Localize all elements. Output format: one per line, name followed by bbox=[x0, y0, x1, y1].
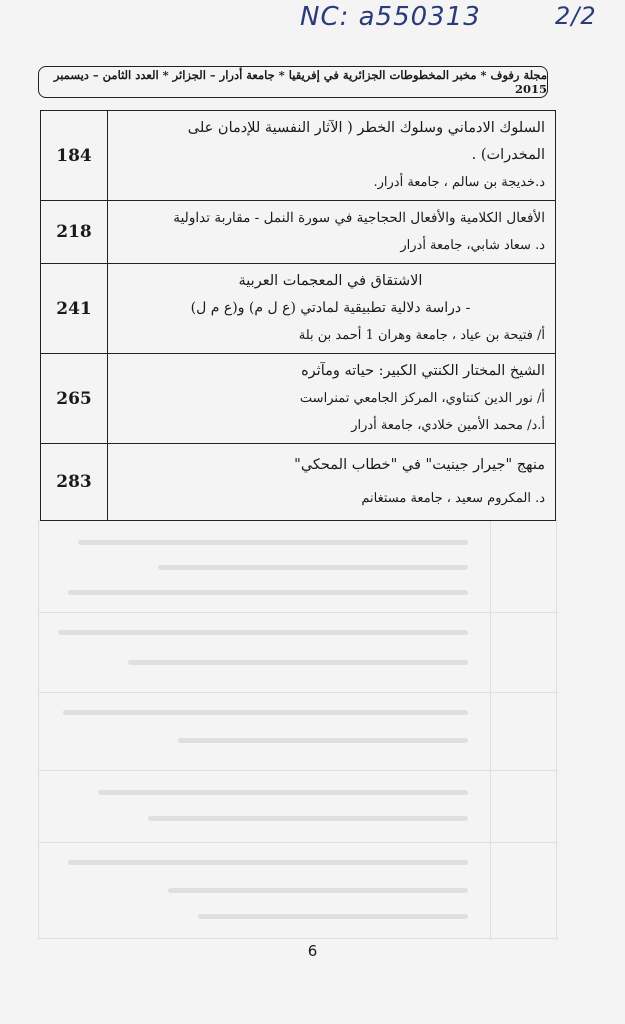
toc-author: أ/ فتيحة بن عياد ، جامعة وهران 1 أحمد بن بلة bbox=[298, 328, 545, 343]
toc-row bbox=[41, 264, 556, 354]
table-of-contents bbox=[40, 110, 556, 521]
toc-row bbox=[41, 201, 556, 264]
page-number: 6 bbox=[307, 942, 318, 960]
toc-author: د. المكروم سعيد ، جامعة مستغانم bbox=[361, 491, 545, 506]
bleed-through-texture bbox=[38, 520, 558, 940]
toc-title: الشيخ المختار الكنتي الكبير: حياته ومآثره bbox=[301, 363, 545, 379]
toc-row bbox=[41, 354, 556, 444]
toc-subtitle: - دراسة دلالية تطبيقية لمادتي (ع ل م) و(ع م ل) bbox=[190, 300, 471, 316]
toc-page-number: 283 bbox=[41, 444, 108, 521]
toc-title: منهج "جيرار جينيت" في "خطاب المحكي" bbox=[294, 457, 545, 473]
toc-page-number: 218 bbox=[41, 201, 108, 264]
toc-entry-text bbox=[108, 354, 556, 444]
toc-title: السلوك الادماني وسلوك الخطر ( الآثار النفسية للإدمان على bbox=[187, 120, 545, 136]
journal-running-header: مجلة رفوف * مخبر المخطوطات الجزائرية في إفريقيا * جامعة أدرار – الجزائر * العدد الثامن – ديسمبر 2015 bbox=[38, 66, 548, 98]
toc-page-number: 241 bbox=[41, 264, 108, 354]
toc-row bbox=[41, 111, 556, 201]
handwritten-nc-number: NC: a550313 bbox=[300, 2, 481, 32]
handwritten-page-fraction: 2/2 bbox=[555, 2, 597, 30]
toc-author: د.خديجة بن سالم ، جامعة أدرار. bbox=[373, 175, 545, 190]
toc-entry-text bbox=[108, 264, 556, 354]
toc-title: الاشتقاق في المعجمات العربية bbox=[238, 273, 423, 289]
toc-title: الأفعال الكلامية والأفعال الحجاجية في سورة النمل - مقاربة تداولية bbox=[173, 210, 545, 226]
toc-author-second: أ.د/ محمد الأمين خلادي، جامعة أدرار bbox=[351, 418, 545, 433]
toc-page-number: 184 bbox=[41, 111, 108, 201]
toc-page-number: 265 bbox=[41, 354, 108, 444]
toc-entry-text bbox=[108, 201, 556, 264]
toc-entry-text bbox=[108, 444, 556, 521]
toc-author: أ/ نور الدين كنتاوي، المركز الجامعي تمنراست bbox=[299, 391, 545, 406]
toc-author: د. سعاد شابي، جامعة أدرار bbox=[400, 238, 545, 253]
toc-row bbox=[41, 444, 556, 521]
toc-entry-text bbox=[108, 111, 556, 201]
toc-title-continued: المخدرات) . bbox=[471, 147, 545, 163]
